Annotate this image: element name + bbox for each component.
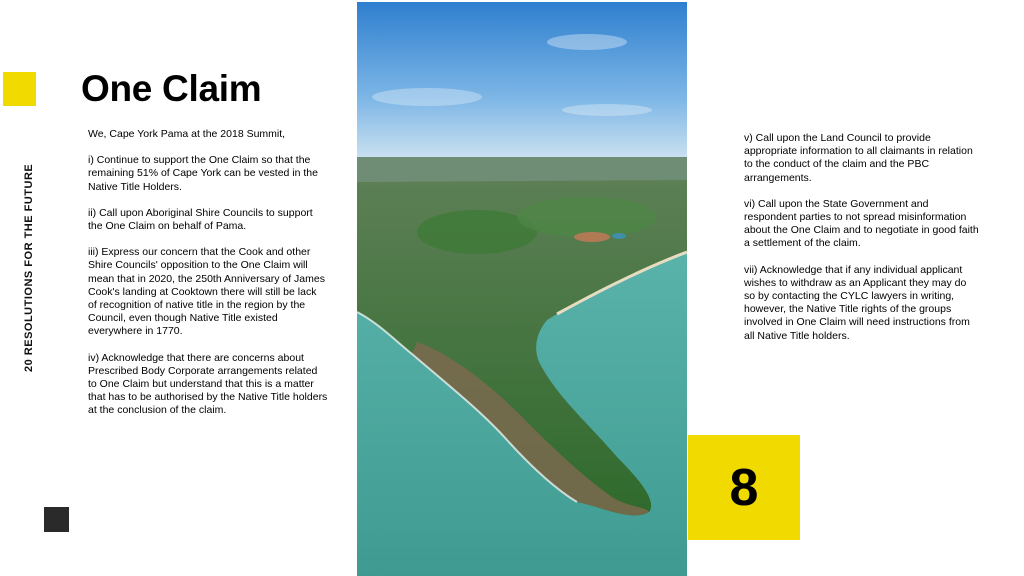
resolution-iii: iii) Express our concern that the Cook and other Shire Councils' opposition to the One Claim will mean that in 2020, the 250th Anniversary of James Cook's landing at Cooktown there will still be lack of recognition of native title in the region by the Council, even though Native Title existed everywhere in 1770. bbox=[88, 246, 325, 338]
aerial-coastline-photo bbox=[357, 2, 687, 576]
resolution-vii: vii) Acknowledge that if any individual applicant wishes to withdraw as an Applicant they may do so by contacting the CYLC lawyers in writing, however, the Native Title rights of the groups involved in One Claim will need instructions from all Native Title holders. bbox=[744, 263, 970, 342]
resolution-number: 8 bbox=[729, 458, 759, 517]
side-heading: 20 RESOLUTIONS FOR THE FUTURE bbox=[23, 163, 35, 372]
resolution-v: v) Call upon the Land Council to provide appropriate information to all claimants in relation to the conduct of the claim and the PBC arrangements. bbox=[744, 132, 973, 184]
intro-paragraph: We, Cape York Pama at the 2018 Summit, bbox=[88, 128, 286, 140]
coastline-illustration bbox=[357, 2, 687, 576]
accent-square-yellow bbox=[3, 72, 36, 106]
accent-square-dark bbox=[44, 507, 69, 532]
resolution-number-badge bbox=[688, 435, 800, 540]
resolution-i: i) Continue to support the One Claim so that the remaining 51% of Cape York can be vested in the Native Title Holders. bbox=[88, 154, 318, 193]
resolution-iv: iv) Acknowledge that there are concerns about Prescribed Body Corporate arrangements related to One Claim but understand that this is a matter that has to be authorised by the Native Title holders at the conclusion of the claim. bbox=[88, 351, 328, 417]
resolution-ii: ii) Call upon Aboriginal Shire Councils to support the One Claim on behalf of Pama. bbox=[88, 206, 313, 233]
left-text-column bbox=[88, 128, 328, 431]
slide-title: One Claim bbox=[81, 68, 262, 109]
resolution-vi: vi) Call upon the State Government and respondent parties to not spread misinformation about the One Claim and to negotiate in good faith a settlement of the claim. bbox=[744, 197, 979, 250]
right-text-column bbox=[744, 132, 980, 356]
